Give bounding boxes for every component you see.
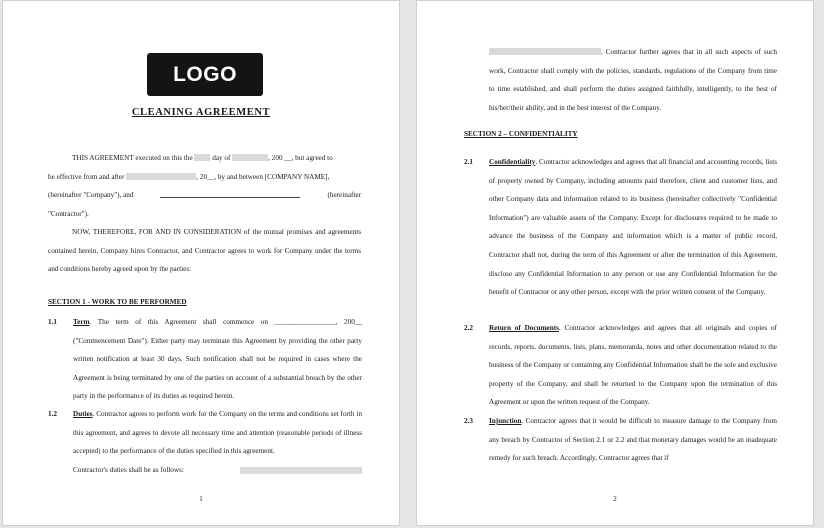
clause-2-3: Injunction. Contractor agrees that it would be difficult to measure damage to the Company from any breach by Contractor of Section 2.1 or 2.2 and that monetary damages would be an inadequate remedy for such breach. Accordingly, Contractor agrees that if (489, 417, 777, 463)
consideration-paragraph: NOW, THEREFORE, FOR AND IN CONSIDERATION of the mutual promises and agreements contained herein, Company hires Contractor, and Contractor agrees to work for Company under the terms and conditions hereby agreed upon by the parties: (48, 228, 361, 274)
clause-1-1: Term. The term of this Agreement shall commence on _________________, 200__ ("Commencement Date"). Either party may terminate this Agreement by providing the other party written notification at least 30 days. Such notification shall not be required in cases where the Agreement is being terminated by one of the parties on account of a substantial breach by the other party in the performance of its duties as required herein. (73, 318, 362, 401)
clause-number: 1.2 (48, 410, 57, 418)
clause-2-1: Confidentiality. Contractor acknowledges and agrees that all financial and accounting records, lists of property owned by Company, including amounts paid therefore, client and customer lists, and other Company data and information related to its business (hereinafter collectively "Confidential Information") are valuable assets of the Company. Except for disclosures required to be made to advance the business of the Company and information which is a matter of public record, Contractor shall not, during the term of this Agreement or after the termination of this Agreement, disclose any Confidential Information to any person or use any Confidential Information for the benefit of Contractor or any other person, except with the prior written consent of the Company. (489, 158, 777, 297)
blank-field[interactable] (240, 467, 362, 474)
clause-number: 1.1 (48, 318, 57, 326)
duties-continuation: . Contractor further agrees that in all such aspects of such work, Contractor shall comply with the policies, standards, regulations of the Company from time to time established, and shall perform the duties assigned faithfully, intelligently, to the best of his/her/their ability, and in the best interest of the Company. (489, 48, 777, 112)
clause-1-2: Duties. Contractor agrees to perform work for the Company on the terms and conditions set forth in this agreement, and agrees to devote all necessary time and attention (reasonable periods of illness accepted) to the performance of the duties specified in this agreement. Contractor's duties shall be as follows: (73, 410, 362, 474)
blank-field[interactable] (232, 154, 268, 161)
document-page-1 (2, 0, 400, 526)
company-logo: LOGO (147, 53, 263, 96)
clause-number: 2.3 (464, 417, 473, 425)
document-title: CLEANING AGREEMENT (131, 107, 271, 118)
blank-field[interactable] (194, 154, 210, 161)
clause-2-2: Return of Documents. Contractor acknowledges and agrees that all originals and copies of records, reports, documents, lists, plans, memoranda, notes and other documentation related to the business of the Company or containing any Confidential Information shall be the sole and exclusive property of the Company, and shall be returned to the Company upon the termination of this Agreement or upon the written request of the Company. (489, 324, 777, 407)
clause-number: 2.1 (464, 158, 473, 166)
intro-paragraph: THIS AGREEMENT executed on this the day of , 200 __, but agreed to be effective from and after , 20__, by and between [COMPANY NAME], (hereinafter "Company"), and (hereinafter "Contractor"). (48, 154, 361, 218)
document-page-2 (416, 0, 814, 526)
blank-line[interactable] (160, 186, 300, 198)
section-2-heading: SECTION 2 – CONFIDENTIALITY (464, 130, 578, 138)
clause-number: 2.2 (464, 324, 473, 332)
section-1-heading: SECTION 1 - WORK TO BE PERFORMED (48, 298, 187, 306)
blank-field[interactable] (489, 48, 601, 55)
blank-field[interactable] (126, 173, 196, 180)
page-number: 2 (613, 495, 617, 503)
page-number: 1 (199, 495, 203, 503)
